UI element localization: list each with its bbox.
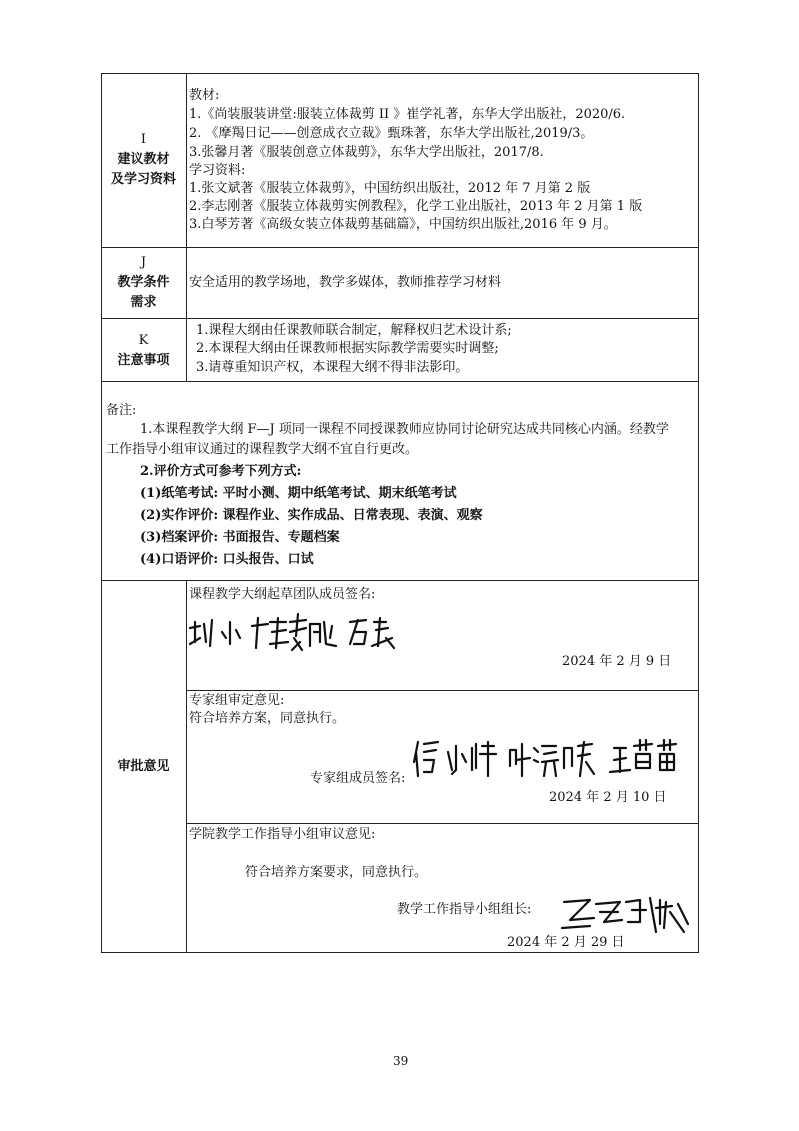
remarks-heading: 备注: — [106, 403, 137, 418]
notice-item: 3.请尊重知识产权，本课程大纲不得非法影印。 — [196, 360, 469, 375]
material-item: 2.李志刚著《服装立体裁剪实例教程》，化学工业出版社，2013 年 2 月第 1 版 — [189, 199, 643, 214]
signature-ye-qingxiao — [510, 742, 594, 776]
evaluation-item: (1)纸笔考试: 平时小测、期中纸笔考试、期末纸笔考试 — [140, 486, 457, 501]
signature-shi-rui — [350, 618, 394, 648]
material-item: 3.白琴芳著《高级女装立体裁剪基础篇》，中国纺织出版社,2016 年 9 月。 — [189, 217, 617, 232]
signature-xin-yongfeng — [414, 742, 496, 776]
experts-signatures — [412, 732, 687, 782]
section-i-label — [101, 130, 186, 190]
drafting-date: 2024 年 2 月 9 日 — [562, 654, 672, 669]
page-number: 39 — [393, 1054, 409, 1068]
section-j-label-line2: 需求 — [130, 295, 157, 310]
experts-sign-label: 专家组成员签名: — [310, 771, 406, 786]
approval-divider-1 — [186, 690, 699, 691]
teaching-conditions-text: 安全适用的教学场地，教学多媒体，教师推荐学习材料 — [189, 275, 502, 290]
column-divider-top — [186, 73, 187, 381]
drafting-heading: 课程教学大纲起草团队成员签名: — [189, 587, 376, 602]
row-divider-jk — [101, 318, 699, 319]
evaluation-item: (4)口语评价: 口头报告、口试 — [140, 552, 314, 567]
drafting-signatures — [186, 608, 416, 658]
section-k-letter: K — [138, 333, 149, 348]
section-j-label-line1: 教学条件 — [117, 275, 170, 290]
row-divider-ij — [101, 247, 699, 248]
evaluation-item: (2)实作评价: 课程作业、实作成品、日常表现、表演、观察 — [140, 508, 483, 523]
section-i-label-line1: 建议教材 — [117, 152, 170, 167]
textbooks-heading: 教材: — [189, 88, 220, 103]
section-k-label — [101, 331, 186, 371]
table-border-left — [101, 73, 102, 953]
table-border-top — [101, 73, 699, 74]
textbook-item: 1.《尚装服装讲堂:服装立体裁剪 II 》崔学礼著，东华大学出版社，2020/6. — [189, 107, 626, 122]
college-heading: 学院教学工作指导小组审议意见: — [189, 827, 376, 842]
section-j-letter: J — [140, 255, 147, 270]
notice-item: 1.课程大纲由任课教师联合制定，解释权归艺术设计系; — [196, 323, 512, 338]
row-divider-remarks-approval — [101, 580, 699, 581]
textbook-item: 2. 《摩羯日记——创意成衣立裁》甄珠著，东华大学出版社,2019/3。 — [189, 126, 594, 141]
evaluation-item: (3)档案评价: 书面报告、专题档案 — [140, 530, 340, 545]
remarks-line: 1.本课程教学大纲 F—J 项同一课程不同授课教师应协同讨论研究达成共同核心内涵。经教学 — [140, 422, 669, 437]
college-date: 2024 年 2 月 29 日 — [507, 935, 625, 950]
section-k-label-line: 注意事项 — [117, 353, 170, 368]
table-border-bottom — [101, 952, 699, 953]
section-i-letter: I — [140, 132, 147, 147]
approval-divider-2 — [186, 823, 699, 824]
table-border-right — [698, 73, 699, 953]
material-item: 1.张文斌著《服装立体裁剪》，中国纺织出版社，2012 年 7 月第 2 版 — [189, 181, 591, 196]
materials-heading: 学习资料: — [189, 163, 246, 178]
section-j-label — [101, 253, 186, 313]
row-divider-k-remarks — [101, 381, 699, 382]
signature-li-peng — [290, 614, 336, 650]
signature-wang-miaomiao — [610, 740, 676, 772]
experts-opinion: 符合培养方案，同意执行。 — [189, 711, 346, 726]
notice-item: 2.本课程大纲由任课教师根据实际教学需要实时调整; — [196, 341, 499, 356]
evaluation-heading: 2.评价方式可参考下列方式: — [140, 464, 302, 479]
college-opinion: 符合培养方案要求，同意执行。 — [245, 865, 428, 880]
signature-liu-xiaomei — [190, 618, 288, 648]
college-leader-signature — [560, 888, 695, 938]
section-i-label-line2: 及学习资料 — [110, 172, 176, 187]
textbook-item: 3.张馨月著《服装创意立体裁剪》，东华大学出版社，2017/8. — [189, 145, 544, 160]
approval-label: 审批意见 — [117, 759, 170, 774]
remarks-line: 工作指导小组审议通过的课程教学大纲不宜自行更改。 — [106, 442, 419, 457]
experts-date: 2024 年 2 月 10 日 — [549, 790, 667, 805]
experts-heading: 专家组审定意见: — [189, 693, 285, 708]
college-sign-label: 教学工作指导小组组长: — [397, 902, 532, 917]
